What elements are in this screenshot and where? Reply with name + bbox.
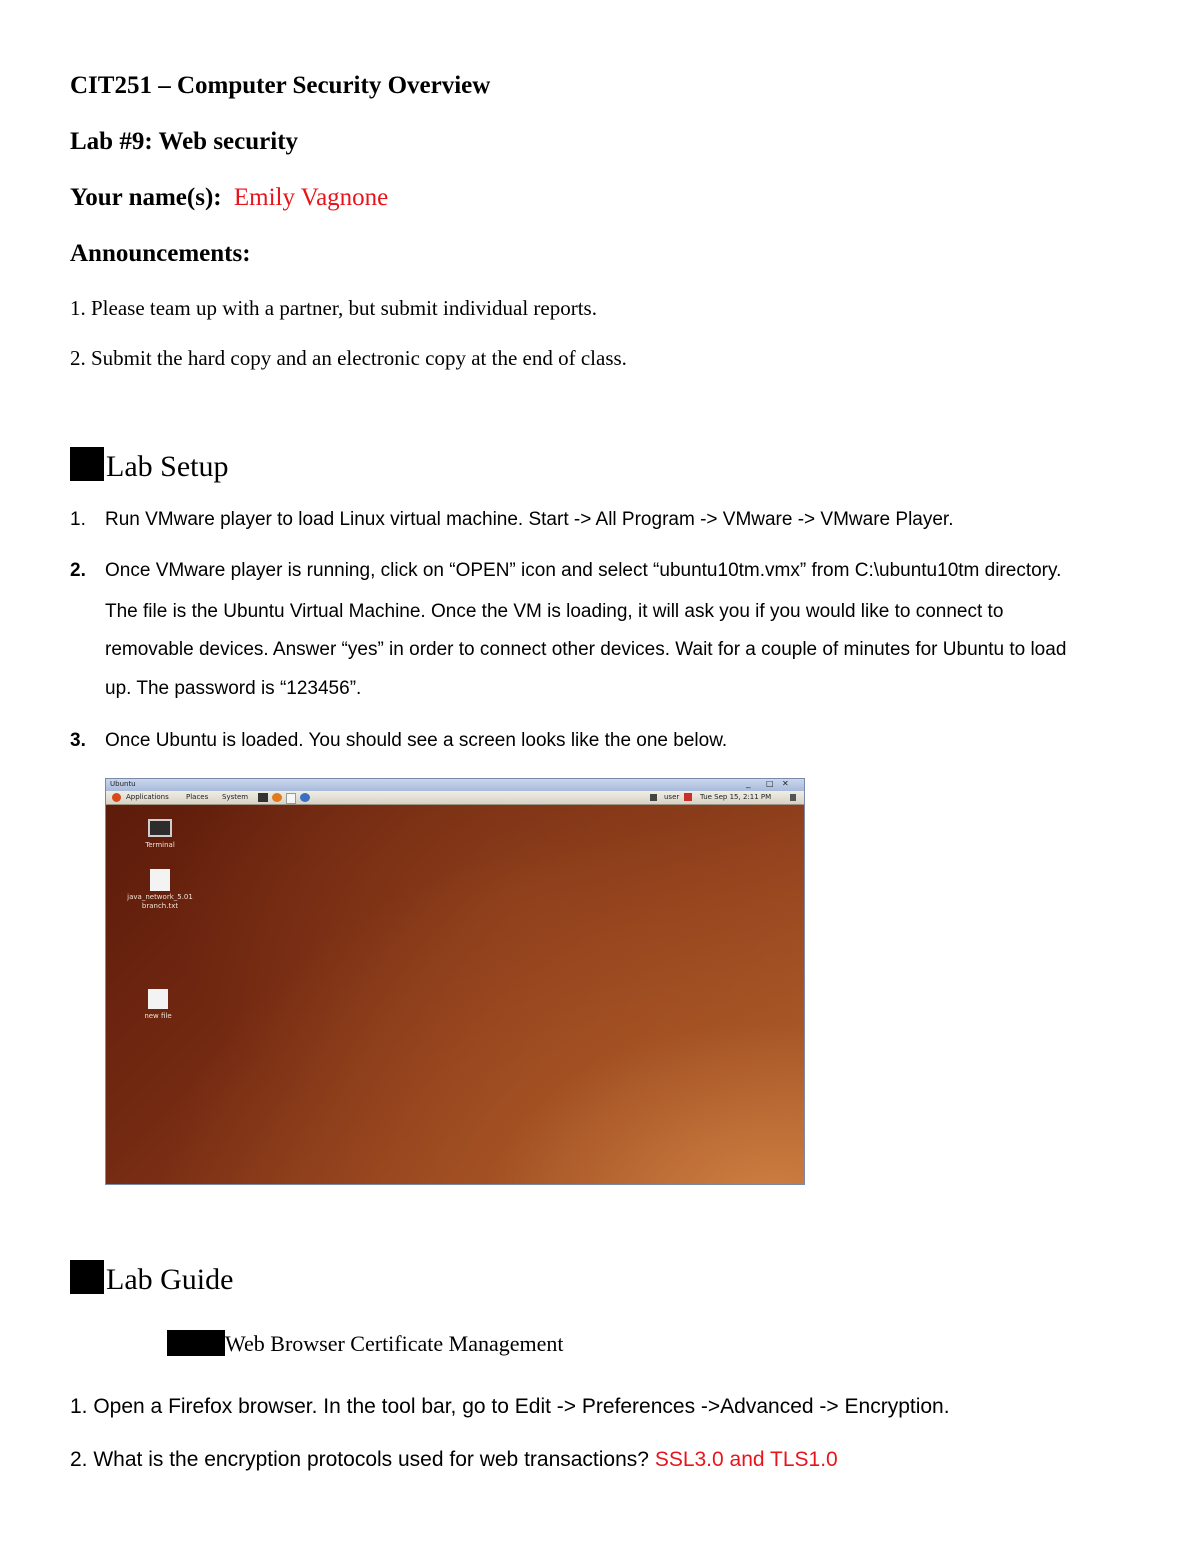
menu-places: Places	[186, 793, 209, 801]
session-icon	[684, 793, 692, 801]
student-name: Emily Vagnone	[233, 184, 389, 211]
lab-setup-heading	[70, 447, 228, 484]
course-title: CIT251 – Computer Security Overview	[70, 72, 491, 99]
firefox-launcher-icon	[272, 793, 282, 802]
setup-item-2-line-1: Once VMware player is running, click on “OPEN” icon and select “ubuntu10tm.vmx” from C:\ubuntu10tm directory.	[105, 560, 1062, 581]
network-icon	[650, 794, 657, 801]
terminal-launcher-icon	[258, 793, 268, 802]
heading-block-marker	[70, 1260, 104, 1294]
new-file-desktop-label: new file	[144, 1012, 172, 1020]
minimize-icon: _	[746, 779, 751, 789]
ubuntu-desktop-screenshot	[105, 778, 805, 1185]
text-file-desktop-label: java_network_5.01 branch.txt	[127, 893, 193, 910]
menu-applications: Applications	[126, 793, 169, 801]
terminal-desktop-icon	[148, 819, 172, 837]
gnome-top-panel	[106, 791, 804, 805]
file-launcher-icon	[286, 793, 296, 804]
ubuntu-logo-icon	[112, 793, 121, 802]
terminal-desktop-label: Terminal	[145, 841, 175, 849]
vm-window-title: Ubuntu	[110, 780, 136, 788]
setup-item-2-line-2: The file is the Ubuntu Virtual Machine. Once the VM is loading, it will ask you if you would like to connect to	[105, 601, 1004, 622]
panel-clock: Tue Sep 15, 2:11 PM	[700, 793, 772, 801]
lab-title: Lab #9: Web security	[70, 128, 299, 155]
subsection-block-marker	[167, 1330, 225, 1356]
question-1: 1. Open a Firefox browser. In the tool bar, go to Edit -> Preferences ->Advanced -> Encryption.	[70, 1395, 950, 1418]
setup-item-3-text: Once Ubuntu is loaded. You should see a screen looks like the one below.	[105, 730, 728, 751]
announcements-heading: Announcements:	[70, 240, 251, 267]
question-2	[70, 1448, 838, 1472]
lab-setup-title: Lab Setup	[106, 450, 229, 483]
name-label: Your name(s):	[70, 184, 222, 211]
shutdown-icon	[790, 794, 796, 801]
vmware-titlebar	[106, 779, 804, 791]
setup-item-1-number: 1.	[70, 509, 86, 530]
new-file-desktop-icon	[148, 989, 168, 1009]
help-icon	[300, 793, 310, 802]
lab-guide-title: Lab Guide	[106, 1263, 234, 1296]
panel-user: user	[664, 793, 680, 801]
announcement-1: 1. Please team up with a partner, but submit individual reports.	[70, 296, 597, 320]
close-icon: ✕	[782, 779, 789, 788]
announcement-2: 2. Submit the hard copy and an electronic copy at the end of class.	[70, 346, 627, 370]
setup-item-1-text: Run VMware player to load Linux virtual machine. Start -> All Program -> VMware -> VMware Player.	[105, 509, 954, 530]
lab-guide-heading	[70, 1260, 233, 1297]
subsection-title: Web Browser Certificate Management	[225, 1331, 564, 1356]
question-2-text: 2. What is the encryption protocols used for web transactions?	[70, 1448, 655, 1471]
setup-item-3-number: 3.	[70, 730, 86, 751]
name-line	[70, 184, 388, 212]
setup-item-2-line-4: up. The password is “123456”.	[105, 678, 362, 699]
heading-block-marker	[70, 447, 104, 481]
setup-item-2-number: 2.	[70, 560, 86, 581]
subsection-heading	[167, 1330, 564, 1357]
text-file-desktop-icon	[150, 869, 170, 891]
question-2-answer: SSL3.0 and TLS1.0	[654, 1448, 838, 1471]
setup-item-2-line-3: removable devices. Answer “yes” in order to connect other devices. Wait for a couple of minutes for Ubuntu to load	[105, 639, 1067, 660]
menu-system: System	[222, 793, 249, 801]
maximize-icon: □	[766, 779, 774, 788]
